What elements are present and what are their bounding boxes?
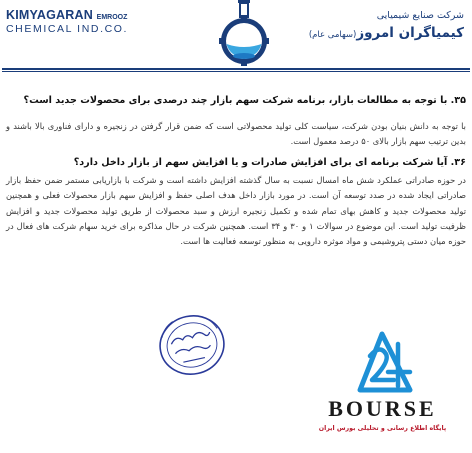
company-type-fa: شرکت صنایع شیمیایی — [376, 10, 464, 21]
question-36: ۳۶. آیا شرکت برنامه ای برای افزایش صادرات و یا افزایش سهم از بازار داخل دارد؟ — [73, 156, 466, 168]
bourse-subtitle: پایگاه اطلاع رسانی و تحلیلی بورس ایران — [318, 425, 447, 432]
question-35: ۳۵. با توجه به مطالعات بازار، برنامه شرکت سهم بازار چند درصدی برای محصولات جدید است؟ — [23, 95, 466, 106]
company-name-en-suffix: EMROOZ — [96, 14, 128, 21]
header-divider — [2, 68, 470, 70]
bourse-24-emblem-icon — [300, 330, 465, 396]
company-name-fa — [294, 25, 464, 41]
company-name-en-line2: CHEMICAL IND.CO. — [6, 23, 129, 35]
company-name-fa-suffix: (سهامی عام) — [308, 30, 357, 40]
bourse-logo — [300, 330, 465, 445]
flask-gear-logo-icon — [219, 0, 269, 66]
company-stamp-icon — [156, 310, 228, 380]
header-divider-thin — [2, 71, 470, 72]
company-logo-english — [6, 8, 166, 35]
company-name-en-main: KIMYAGARAN — [6, 8, 93, 22]
company-logo-persian — [294, 10, 464, 41]
company-name-en — [6, 8, 166, 22]
qa-content — [6, 94, 466, 250]
bourse-word: BOURSE — [328, 396, 437, 421]
company-name-fa-main: کیمیاگران امروز — [356, 25, 464, 41]
answer-35: با توجه به دانش بنیان بودن شرکت، سیاست کلی تولید محصولاتی است که ضمن قرار گرفتن در زنجیره و دارای فناوری بالا باشند و بدین ترتیب سهم بازار بالای ۵۰ درصد معمول است. — [6, 121, 466, 147]
answer-36: در حوزه صادراتی عملکرد شش ماه امسال نسبت به سال گذشته افزایش داشته است و شرکت با بازاریابی مستمر ضمن حفظ بازار صادراتی ایجاد شده در صدد توسعه آن است. در مورد بازار داخل هدف اصلی حفظ و افزایش سهم بازار محصولات فعلی و همچنین تولید محصولات جدید و کاهش بهای تمام شده و تکمیل زنجیره ارزش و سبد محصولات از طریق تولید محصولات جدید و افزایش ظرفیت تولید است. این موضوع در سوالات ۱ و ۳۰ و ۳۴ است. همچنین شرکت در حال مذاکره برای خرید سهام شرکت های فعال در حوزه میان دستی پتروشیمی و مواد موثره دارویی به منظور توسعه فعالیت ها است. — [6, 174, 466, 247]
